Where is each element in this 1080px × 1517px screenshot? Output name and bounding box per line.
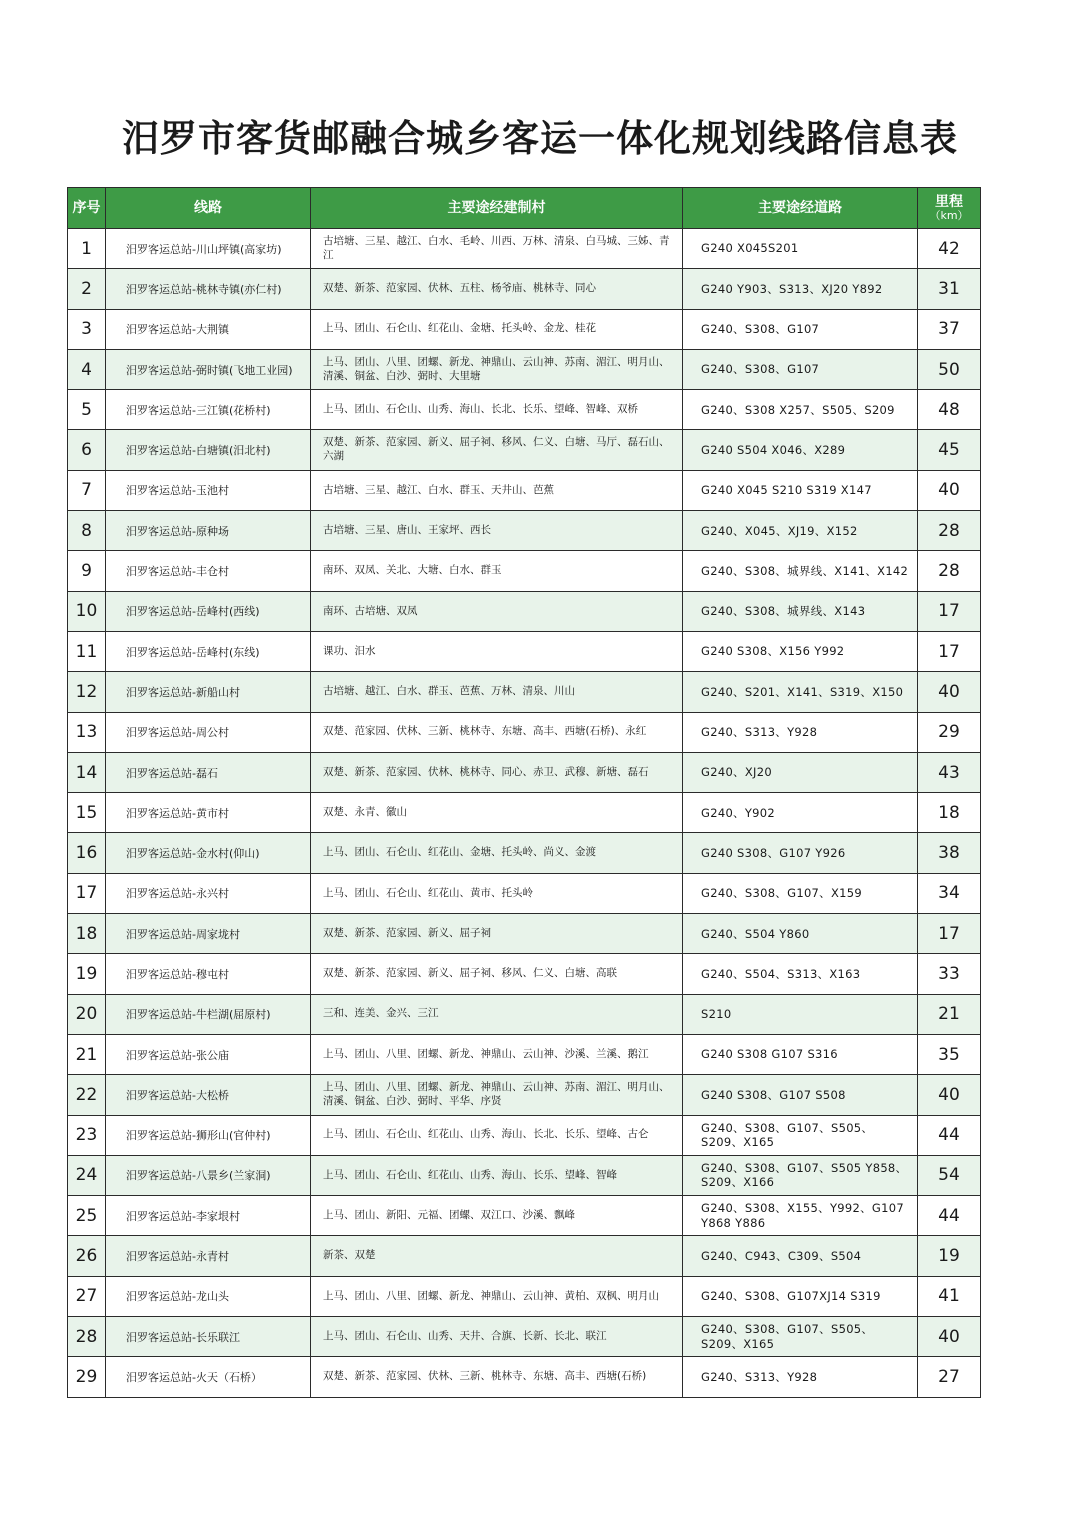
cell-roads: S210 [683, 994, 918, 1034]
table-row [68, 390, 981, 430]
cell-km: 40 [918, 1075, 981, 1115]
table-row [68, 793, 981, 833]
cell-km: 28 [918, 551, 981, 591]
cell-no: 19 [68, 954, 106, 994]
cell-villages: 双楚、新茶、范家园、伏林、三新、桃林寺、东塘、高丰、西塘(石桥) [311, 1357, 683, 1397]
cell-km: 21 [918, 994, 981, 1034]
col-header-km-unit: （km） [929, 208, 969, 222]
cell-roads: G240、XJ20 [683, 752, 918, 792]
cell-no: 8 [68, 511, 106, 551]
cell-villages: 南环、古培塘、双凤 [311, 591, 683, 631]
cell-route: 汨罗客运总站-龙山头 [106, 1276, 311, 1316]
cell-no: 7 [68, 470, 106, 510]
cell-km: 40 [918, 470, 981, 510]
cell-no: 20 [68, 994, 106, 1034]
table-row [68, 994, 981, 1034]
cell-km: 42 [918, 229, 981, 269]
table-row [68, 914, 981, 954]
cell-villages: 上马、团山、八里、团螺、新龙、神鼎山、云山神、苏南、湄江、明月山、清溪、铜盆、白沙、弼时、大里塘 [311, 349, 683, 389]
cell-no: 14 [68, 752, 106, 792]
cell-no: 18 [68, 914, 106, 954]
cell-no: 27 [68, 1276, 106, 1316]
col-header-roads: 主要途经道路 [683, 188, 918, 229]
cell-no: 10 [68, 591, 106, 631]
table-row [68, 309, 981, 349]
cell-villages: 上马、团山、石仑山、红花山、金塘、托头岭、尚义、金渡 [311, 833, 683, 873]
cell-no: 6 [68, 430, 106, 470]
cell-km: 27 [918, 1357, 981, 1397]
table-row [68, 873, 981, 913]
table-row [68, 229, 981, 269]
table-row [68, 631, 981, 671]
cell-route: 汨罗客运总站-大松桥 [106, 1075, 311, 1115]
cell-km: 29 [918, 712, 981, 752]
table-row [68, 1115, 981, 1155]
cell-roads: G240、C943、C309、S504 [683, 1236, 918, 1276]
cell-km: 44 [918, 1115, 981, 1155]
table-row [68, 349, 981, 389]
cell-km: 43 [918, 752, 981, 792]
cell-no: 13 [68, 712, 106, 752]
cell-roads: G240、S201、X141、S319、X150 [683, 672, 918, 712]
cell-villages: 双楚、新茶、范家园、新义、屈子祠、移风、仁义、白塘、马厅、磊石山、六湖 [311, 430, 683, 470]
cell-roads: G240、S308、G107 [683, 349, 918, 389]
cell-km: 18 [918, 793, 981, 833]
cell-villages: 新茶、双楚 [311, 1236, 683, 1276]
cell-route: 汨罗客运总站-大荆镇 [106, 309, 311, 349]
cell-villages: 南环、双凤、关北、大塘、白水、群玉 [311, 551, 683, 591]
table-row [68, 1276, 981, 1316]
cell-roads: G240、S308、G107、S505、S209、X165 [683, 1115, 918, 1155]
cell-roads: G240、X045、XJ19、X152 [683, 511, 918, 551]
cell-km: 40 [918, 1317, 981, 1357]
cell-route: 汨罗客运总站-玉池村 [106, 470, 311, 510]
cell-roads: G240、S504 Y860 [683, 914, 918, 954]
cell-villages: 双楚、新茶、范家园、伏林、桃林寺、同心、赤卫、武穆、新塘、磊石 [311, 752, 683, 792]
cell-km: 34 [918, 873, 981, 913]
cell-roads: G240、S313、Y928 [683, 1357, 918, 1397]
table-row [68, 1357, 981, 1397]
table-row [68, 712, 981, 752]
cell-route: 汨罗客运总站-新船山村 [106, 672, 311, 712]
cell-roads: G240 S308、G107 Y926 [683, 833, 918, 873]
cell-km: 28 [918, 511, 981, 551]
table-row [68, 511, 981, 551]
cell-route: 汨罗客运总站-狮形山(官仲村) [106, 1115, 311, 1155]
table-body [68, 229, 981, 1398]
cell-roads: G240、S504、S313、X163 [683, 954, 918, 994]
cell-roads: G240、S308、城界线、X143 [683, 591, 918, 631]
cell-villages: 双楚、新茶、范家园、新义、屈子祠 [311, 914, 683, 954]
table-row [68, 470, 981, 510]
cell-villages: 上马、团山、石仑山、红花山、山秀、海山、长乐、望峰、智峰 [311, 1155, 683, 1195]
table-row [68, 551, 981, 591]
cell-villages: 上马、团山、石仑山、山秀、天井、合旗、长新、长北、联江 [311, 1317, 683, 1357]
table-row [68, 269, 981, 309]
cell-no: 28 [68, 1317, 106, 1357]
cell-no: 29 [68, 1357, 106, 1397]
cell-no: 3 [68, 309, 106, 349]
cell-no: 21 [68, 1034, 106, 1074]
cell-roads: G240、S308、X155、Y992、G107 Y868 Y886 [683, 1196, 918, 1236]
cell-roads: G240、S308、G107、X159 [683, 873, 918, 913]
cell-roads: G240、Y902 [683, 793, 918, 833]
table-row [68, 954, 981, 994]
cell-roads: G240、S308、G107 [683, 309, 918, 349]
cell-route: 汨罗客运总站-穆屯村 [106, 954, 311, 994]
cell-km: 50 [918, 349, 981, 389]
cell-no: 25 [68, 1196, 106, 1236]
col-header-km-label: 里程 [935, 193, 963, 210]
cell-villages: 上马、团山、八里、团螺、新龙、神鼎山、云山神、苏南、湄江、明月山、清溪、铜盆、白沙、弼时、平华、序贤 [311, 1075, 683, 1115]
cell-roads: G240 S504 X046、X289 [683, 430, 918, 470]
cell-km: 19 [918, 1236, 981, 1276]
cell-route: 汨罗客运总站-黄市村 [106, 793, 311, 833]
cell-km: 54 [918, 1155, 981, 1195]
cell-roads: G240、S308、G107XJ14 S319 [683, 1276, 918, 1316]
cell-route: 汨罗客运总站-周家垅村 [106, 914, 311, 954]
table-row [68, 672, 981, 712]
cell-route: 汨罗客运总站-李家垠村 [106, 1196, 311, 1236]
cell-no: 1 [68, 229, 106, 269]
cell-no: 17 [68, 873, 106, 913]
table-row [68, 1075, 981, 1115]
cell-roads: G240、S308 X257、S505、S209 [683, 390, 918, 430]
cell-villages: 上马、团山、石仑山、红花山、金塘、托头岭、金龙、桂花 [311, 309, 683, 349]
cell-route: 汨罗客运总站-张公庙 [106, 1034, 311, 1074]
cell-roads: G240、S308、G107、S505 Y858、S209、X166 [683, 1155, 918, 1195]
cell-roads: G240 X045S201 [683, 229, 918, 269]
cell-route: 汨罗客运总站-八景乡(兰家洞) [106, 1155, 311, 1195]
table-row [68, 430, 981, 470]
cell-no: 11 [68, 631, 106, 671]
cell-km: 35 [918, 1034, 981, 1074]
table-row [68, 591, 981, 631]
cell-villages: 古培塘、三星、唐山、王家坪、西长 [311, 511, 683, 551]
table-row [68, 833, 981, 873]
cell-villages: 上马、团山、石仑山、山秀、海山、长北、长乐、望峰、智峰、双桥 [311, 390, 683, 430]
cell-route: 汨罗客运总站-金水村(仰山) [106, 833, 311, 873]
cell-no: 2 [68, 269, 106, 309]
cell-route: 汨罗客运总站-弼时镇(飞地工业园) [106, 349, 311, 389]
cell-km: 37 [918, 309, 981, 349]
table-row [68, 752, 981, 792]
cell-no: 24 [68, 1155, 106, 1195]
cell-villages: 双楚、新茶、范家园、新义、屈子祠、移风、仁义、白塘、高联 [311, 954, 683, 994]
cell-no: 23 [68, 1115, 106, 1155]
col-header-route: 线路 [106, 188, 311, 229]
cell-villages: 上马、团山、八里、团螺、新龙、神鼎山、云山神、沙溪、兰溪、鹅江 [311, 1034, 683, 1074]
cell-roads: G240、S308、G107、S505、S209、X165 [683, 1317, 918, 1357]
table-row [68, 1155, 981, 1195]
cell-no: 22 [68, 1075, 106, 1115]
cell-route: 汨罗客运总站-岳峰村(西线) [106, 591, 311, 631]
cell-no: 12 [68, 672, 106, 712]
col-header-km [918, 188, 981, 229]
cell-roads: G240、S308、城界线、X141、X142 [683, 551, 918, 591]
cell-route: 汨罗客运总站-长乐联江 [106, 1317, 311, 1357]
cell-no: 16 [68, 833, 106, 873]
cell-km: 17 [918, 631, 981, 671]
cell-villages: 课功、汨水 [311, 631, 683, 671]
table-row [68, 1317, 981, 1357]
cell-km: 31 [918, 269, 981, 309]
cell-route: 汨罗客运总站-牛栏湖(屈原村) [106, 994, 311, 1034]
cell-km: 33 [918, 954, 981, 994]
cell-roads: G240 S308、G107 S508 [683, 1075, 918, 1115]
cell-villages: 上马、团山、石仑山、红花山、黄市、托头岭 [311, 873, 683, 913]
route-table [67, 187, 981, 1398]
cell-route: 汨罗客运总站-周公村 [106, 712, 311, 752]
cell-km: 17 [918, 591, 981, 631]
cell-villages: 双楚、永青、徽山 [311, 793, 683, 833]
cell-km: 38 [918, 833, 981, 873]
cell-no: 26 [68, 1236, 106, 1276]
cell-km: 44 [918, 1196, 981, 1236]
cell-route: 汨罗客运总站-丰仓村 [106, 551, 311, 591]
cell-route: 汨罗客运总站-磊石 [106, 752, 311, 792]
cell-route: 汨罗客运总站-永兴村 [106, 873, 311, 913]
cell-no: 15 [68, 793, 106, 833]
cell-villages: 双楚、新茶、范家园、伏林、五柱、杨爷庙、桃林寺、同心 [311, 269, 683, 309]
cell-km: 40 [918, 672, 981, 712]
cell-roads: G240 S308 G107 S316 [683, 1034, 918, 1074]
table-row [68, 1196, 981, 1236]
cell-roads: G240、S313、Y928 [683, 712, 918, 752]
cell-route: 汨罗客运总站-岳峰村(东线) [106, 631, 311, 671]
cell-route: 汨罗客运总站-白塘镇(汨北村) [106, 430, 311, 470]
cell-km: 45 [918, 430, 981, 470]
cell-no: 5 [68, 390, 106, 430]
cell-km: 48 [918, 390, 981, 430]
cell-villages: 上马、团山、石仑山、红花山、山秀、海山、长北、长乐、望峰、古仑 [311, 1115, 683, 1155]
cell-villages: 上马、团山、新阳、元福、团螺、双江口、沙溪、飘峰 [311, 1196, 683, 1236]
cell-km: 41 [918, 1276, 981, 1316]
cell-roads: G240 X045 S210 S319 X147 [683, 470, 918, 510]
cell-route: 汨罗客运总站-川山坪镇(高家坊) [106, 229, 311, 269]
page-title: 汨罗市客货邮融合城乡客运一体化规划线路信息表 [122, 117, 958, 160]
cell-villages: 古培塘、三星、越江、白水、群玉、天井山、芭蕉 [311, 470, 683, 510]
cell-villages: 古培塘、三星、越江、白水、毛岭、川西、万林、清泉、白马城、三姊、青江 [311, 229, 683, 269]
cell-villages: 三和、连美、金兴、三江 [311, 994, 683, 1034]
cell-villages: 双楚、范家园、伏林、三新、桃林寺、东塘、高丰、西塘(石桥)、永红 [311, 712, 683, 752]
cell-route: 汨罗客运总站-永青村 [106, 1236, 311, 1276]
cell-route: 汨罗客运总站-三江镇(花桥村) [106, 390, 311, 430]
cell-route: 汨罗客运总站-桃林寺镇(亦仁村) [106, 269, 311, 309]
cell-route: 汨罗客运总站-火天（石桥） [106, 1357, 311, 1397]
cell-villages: 上马、团山、八里、团螺、新龙、神鼎山、云山神、黄柏、双枫、明月山 [311, 1276, 683, 1316]
table-row [68, 1034, 981, 1074]
cell-km: 17 [918, 914, 981, 954]
col-header-no: 序号 [68, 188, 106, 229]
col-header-villages: 主要途经建制村 [311, 188, 683, 229]
table-header-row [68, 188, 981, 229]
cell-no: 4 [68, 349, 106, 389]
cell-route: 汨罗客运总站-原种场 [106, 511, 311, 551]
cell-no: 9 [68, 551, 106, 591]
cell-villages: 古培塘、越江、白水、群玉、芭蕉、万林、清泉、川山 [311, 672, 683, 712]
cell-roads: G240 Y903、S313、XJ20 Y892 [683, 269, 918, 309]
table-row [68, 1236, 981, 1276]
cell-roads: G240 S308、X156 Y992 [683, 631, 918, 671]
